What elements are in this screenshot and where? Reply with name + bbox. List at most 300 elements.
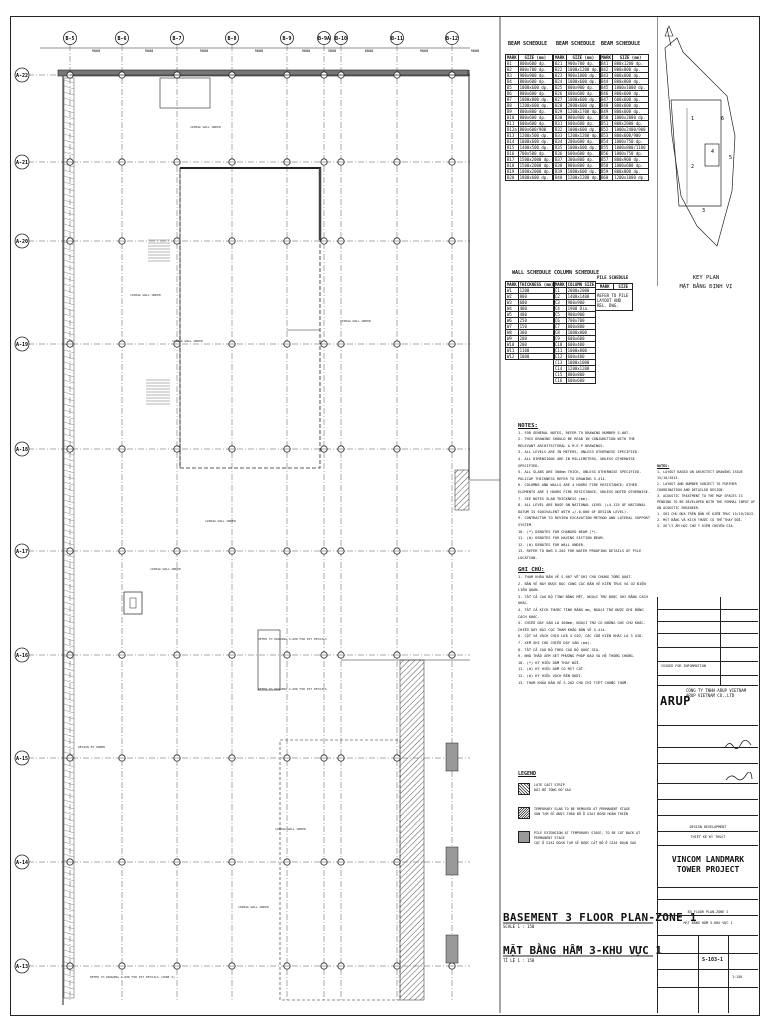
table-row: [554, 61, 601, 67]
ramp-hatch: [64, 638, 74, 641]
beam-cell: B5: [506, 85, 519, 91]
column-cell: C15: [554, 372, 567, 378]
ramp-hatch: [64, 80, 74, 83]
core-wall: [180, 168, 320, 175]
ramp-hatch: [64, 110, 74, 113]
legend-item: [518, 783, 656, 795]
ramp-hatch: [64, 380, 74, 383]
beam-cell: 1200x1200 dp.: [567, 175, 599, 180]
legend-text: LATE CAST STRIP: [534, 783, 565, 787]
ramp-hatch: [64, 530, 74, 533]
signature-mark: [724, 772, 754, 782]
beam-cell: 600x600 dp.: [566, 151, 600, 157]
beam-cell: 1000x750 dp.: [613, 139, 649, 145]
ramp-hatch: [64, 182, 74, 185]
beam-cell: 800x600 dp.: [613, 73, 649, 79]
key-plan-title-vn: MẶT BẰNG ĐỊNH VỊ: [679, 284, 733, 290]
beam-cell: B7: [506, 97, 519, 103]
column-cell: C8: [554, 330, 567, 336]
beam-cell: 800x1200 dp.: [613, 61, 649, 67]
table-row: [554, 115, 601, 121]
note-item: 13. REFER TO DWG S-202 FOR WATER PROOFING DETAILS OF PILE LOCATION.: [518, 549, 642, 560]
wall-cell: 800: [518, 294, 555, 300]
notes-heading: NOTES:: [518, 423, 538, 429]
wall-cell: 400: [518, 312, 555, 318]
table-row: [554, 288, 596, 294]
table-row: [554, 175, 601, 181]
note-item: 5. ALL SLABS ARE 300mm THICK, UNLESS OTHERWISE SPECIFIED. POLICAP THICKNESS REFER TO DRAWING S-414.: [518, 470, 642, 481]
column-cell: 700x700: [566, 318, 596, 324]
beam-cell: 600x600 dp.: [566, 121, 600, 127]
beam-cell: B19: [506, 169, 519, 175]
note-item-vn: 5. CHIỀU DÀY SÀN LÀ 300mm, NGOẠI TRỪ CÓ NHỮNG GHI CHÚ KHÁC. CHIỀU DÀY ĐÀI CỌC THAM KHẢO BẢN VẼ S-414.: [518, 621, 646, 632]
beam-cell: B51: [600, 121, 613, 127]
table-row: [554, 121, 601, 127]
beam-cell: 1000x600 dp.: [566, 145, 600, 151]
right-note-item: 3. XỬ LÝ ÂM HỌC CHỜ Ý KIẾN CHUYÊN GIA.: [657, 524, 735, 528]
grid-label-row: A-22: [15, 72, 29, 79]
ramp-hatch: [64, 248, 74, 251]
beam-cell: B58: [600, 163, 613, 169]
beam-cell: 800x600/900: [518, 127, 552, 133]
wall-cell: 300: [518, 330, 555, 336]
dimension-label: 6000: [364, 49, 374, 53]
legend: [518, 772, 656, 858]
legend-text-vn: DẢI BÊ TÔNG ĐỔ SAU: [534, 788, 571, 792]
ramp-hatch: [64, 626, 74, 629]
ramp-hatch: [64, 542, 74, 545]
note-item: 3. ALL LEVELS ARE IN METERS, UNLESS OTHERWISE SPECIFIED.: [518, 450, 640, 455]
table-row: [506, 121, 553, 127]
wall-cell: 1200: [518, 288, 555, 294]
column-cell: 600x400: [566, 354, 596, 360]
beam-cell: B57: [600, 157, 613, 163]
grid-label-col: B-8: [227, 36, 237, 42]
beam-cell: 800x600/900: [613, 133, 649, 139]
pile-header-size: SIZE: [614, 284, 633, 290]
beam-cell: B24: [554, 79, 567, 85]
ramp-hatch: [64, 290, 74, 293]
column-cell: C5: [554, 312, 567, 318]
grid-label-col: B-11: [390, 36, 404, 42]
table-row: [554, 133, 601, 139]
ramp-hatch: [64, 428, 74, 431]
wall-cell: W8: [506, 330, 519, 336]
beam-cell: B53: [600, 133, 613, 139]
ramp-hatch: [64, 434, 74, 437]
ramp-hatch: [64, 938, 74, 941]
pile-extension: [446, 743, 458, 771]
table-row: [554, 97, 601, 103]
table-row: [554, 151, 601, 157]
title-underline-vn: [503, 954, 653, 958]
beam-cell: B31: [554, 121, 567, 127]
table-row: [554, 85, 601, 91]
table-row: [554, 163, 601, 169]
column-cell: 800x800: [566, 372, 596, 378]
beam-cell: B55: [600, 145, 613, 151]
tb-stage: DESIGN DEVELOPMENT: [689, 825, 727, 829]
table-row: [600, 151, 649, 157]
beam-cell: 1200x1200 dp.: [567, 133, 599, 138]
right-note-item: 1. LAYOUT BASED ON ARCHITECT DRAWING ISSUE 15/10/2013.: [657, 470, 743, 480]
ramp-hatch: [64, 212, 74, 215]
beam-cell: B13: [506, 133, 519, 139]
beam-schedule-title-1: BEAM SCHEDULE: [508, 41, 548, 47]
beam-cell: B44: [600, 79, 613, 85]
table-row: [554, 79, 601, 85]
note-item: 12. (#) DENOTES FOR WALL UNDER.: [518, 542, 586, 547]
beam-header: SIZE (mm): [613, 55, 649, 61]
legend-text-vn: CỌC Ở GIAI ĐOẠN TẠM SẼ ĐƯỢC CẮT BỎ Ở GIAI ĐOẠN SAU: [534, 841, 637, 845]
ramp-hatch: [64, 662, 74, 665]
ramp-hatch: [64, 392, 74, 395]
project-name-line1: VINCOM LANDMARK: [671, 855, 745, 864]
table-row: [506, 145, 553, 151]
column-cell: 1000x800: [566, 330, 596, 336]
right-note-item: 1. GHI CHÚ DỰA TRÊN BẢN VẼ KIẾN TRÚC 15/10/2013.: [657, 512, 755, 516]
beam-schedule-title-2: BEAM SCHEDULE: [556, 41, 596, 47]
ramp-hatch: [64, 776, 74, 779]
ramp-hatch: [64, 920, 74, 923]
beam-cell: B43: [600, 73, 613, 79]
ramp-hatch: [64, 764, 74, 767]
beam-header: SIZE (mm): [566, 55, 600, 61]
pile-extension: [446, 847, 458, 875]
beam-cell: B47: [600, 97, 613, 103]
table-row: [506, 127, 553, 133]
tb-sheet-title-vn: MẶT BẰNG HẦM 3-KHU VỰC 1: [683, 921, 733, 925]
note-item-vn: 3. TẤT CẢ CAO ĐỘ TÍNH BẰNG MÉT, NGOẠI TRỪ ĐƯỢC GHI BẰNG CÁCH KHÁC.: [518, 594, 648, 606]
note-item: 2. THIS DRAWING SHOULD BE READ IN CONJUNCTION WITH THE RELEVANT ARCHITECTURAL & M.E.P DRAWINGS.: [518, 437, 635, 448]
wall-cell: 600: [518, 300, 555, 306]
table-row: [554, 127, 601, 133]
key-plan-label-6: 6: [721, 116, 725, 122]
table-row: [506, 133, 553, 139]
ramp-hatch: [64, 152, 74, 155]
table-row: [600, 115, 649, 121]
late-cast-strip: [455, 470, 469, 510]
beam-cell: 1000x600 dp.: [566, 79, 600, 85]
column-cell: C11: [554, 348, 567, 354]
ramp-hatch: [64, 170, 74, 173]
ramp-hatch: [64, 710, 74, 713]
beam-cell: B56: [600, 151, 613, 157]
wall-cell: 150: [518, 324, 555, 330]
ramp-hatch: [64, 218, 74, 221]
beam-cell: B16: [506, 151, 519, 157]
note-item: 9. CONTRACTOR TO REVIEW EXCAVATION METHOD AND LATERAL SUPPORT SYSTEM.: [518, 516, 650, 527]
annotation: REFER TO DRAWING S-600 FOR PIT DETAILS (ZONE 2): [90, 975, 175, 979]
ramp-hatch: [64, 194, 74, 197]
wall-cell: 1000: [518, 354, 555, 360]
ramp-hatch: [64, 146, 74, 149]
grid-label-col: B-7: [172, 36, 182, 42]
project-name-line2: TOWER PROJECT: [676, 865, 740, 874]
beam-cell: 600x600 dp.: [566, 91, 600, 97]
beam-cell: B41: [600, 61, 613, 67]
title-block: [657, 597, 758, 1013]
right-notes-heading: NOTES:: [657, 464, 670, 468]
beam-cell: B9: [506, 109, 519, 115]
drawing-scale-vn: TỈ LỆ 1 : 150: [503, 958, 535, 963]
beam-cell: B37: [554, 157, 567, 163]
pile-header-mark: MARK: [596, 284, 614, 290]
beam-cell: 1000x600 dp.: [566, 127, 600, 133]
note-item: 8. ALL LEVEL ARE BASE ON NATIONAL LEVEL (+4.125 OF NATIONAL DATUM IS EQUIVALENT WITH +/-0.000 OF DESIGN LEVEL).: [518, 503, 646, 514]
notes-heading-vn: GHI CHÚ:: [518, 567, 545, 574]
beam-cell: B27: [554, 97, 567, 103]
ramp-hatch: [64, 410, 74, 413]
ramp-hatch: [64, 722, 74, 725]
pile-schedule-title: PILE SCHEDULE: [597, 275, 629, 280]
wall-header: MARK: [507, 282, 517, 287]
column-cell: 1000x800: [566, 348, 596, 354]
ramp-hatch: [64, 386, 74, 389]
beam-cell: 800x600 dp.: [613, 91, 649, 97]
column-cell: C14: [554, 366, 567, 372]
ramp-hatch: [64, 818, 74, 821]
ramp-hatch: [64, 842, 74, 845]
ramp-hatch: [64, 932, 74, 935]
table-row: [506, 354, 555, 360]
column-cell: C6: [554, 318, 567, 324]
beam-cell: 1200x600 dp.: [518, 103, 552, 109]
column-schedule-title: COLUMN SCHEDULE: [554, 270, 600, 276]
ramp-hatch: [64, 188, 74, 191]
column-header: MARK: [555, 282, 565, 287]
key-plan-title-en: KEY PLAN: [692, 275, 720, 281]
table-row: [600, 139, 649, 145]
ramp-hatch: [64, 326, 74, 329]
beam-cell: 2000x600 dp.: [566, 103, 600, 109]
ramp-hatch: [64, 488, 74, 491]
wall-header: THICKNESS (mm): [519, 282, 554, 287]
note-item-vn: 4. TẤT CẢ KÍCH THƯỚC TÍNH BẰNG mm, NGOẠI TRỪ ĐƯỢC GHI BẰNG CÁCH KHÁC.: [518, 608, 644, 619]
general-notes: [518, 423, 653, 686]
beam-cell: 800x800 dp.: [613, 169, 649, 175]
ramp-hatch: [64, 266, 74, 269]
key-plan-label-1: 1: [691, 116, 695, 122]
beam-cell: 900x900 dp.: [518, 73, 552, 79]
pile-schedule-table: [595, 283, 633, 311]
ramp-hatch: [64, 362, 74, 365]
grid-label-col: B-12: [445, 36, 459, 42]
beam-cell: B59: [600, 169, 613, 175]
ramp-hatch: [64, 116, 74, 119]
ramp-hatch: [64, 230, 74, 233]
project-name: [660, 855, 756, 875]
ramp-hatch: [64, 104, 74, 107]
table-row: [554, 109, 601, 115]
column-cell: 1200x1200: [566, 366, 596, 372]
note-item: 4. ALL DIMENSIONS ARE IN MILLIMETERS, UNLESS OTHERWISE SPECIFIED.: [518, 456, 635, 468]
grid-label-row: A-19: [15, 341, 29, 348]
ramp-hatch: [64, 464, 74, 467]
ramp-hatch: [64, 500, 74, 503]
core-opening: [180, 168, 320, 468]
beam-cell: 1200x1700 dp.: [567, 109, 599, 114]
ramp-hatch: [64, 734, 74, 737]
beam-cell: 1000x1000 dp.: [613, 85, 649, 91]
key-plan-title: [676, 274, 736, 292]
grid-label-col: B-6: [117, 36, 127, 42]
ramp-hatch: [64, 98, 74, 101]
ramp-hatch: [64, 320, 74, 323]
dimension-label: 3000: [327, 49, 337, 53]
beam-cell: 200x600 dp.: [566, 139, 600, 145]
dimension-label: 9000: [199, 49, 209, 53]
beam-cell: B3: [506, 73, 519, 79]
beam-cell: B42: [600, 67, 613, 73]
beam-cell: 1000x750 dp.: [613, 151, 649, 157]
beam-cell: B33: [554, 133, 567, 139]
column-cell: C9: [554, 336, 567, 342]
wall-schedule-title: WALL SCHEDULE: [512, 270, 552, 276]
grid-label-row: A-15: [15, 755, 29, 762]
column-header: COLUMN SIZE: [567, 282, 595, 287]
legend-text: TEMPORARY SLAB TO BE REMOVED AT PERMANENT STAGE: [534, 807, 630, 811]
beam-header: MARK: [555, 55, 565, 60]
beam-cell: 1200x500 dp.: [518, 133, 552, 139]
ramp-hatch: [64, 260, 74, 263]
key-plan: [657, 16, 757, 286]
beam-header: MARK: [601, 55, 611, 60]
tb-drawing-no: S-103-1: [702, 957, 724, 963]
beam-cell: B38: [554, 163, 567, 169]
beam-cell: B48: [600, 103, 613, 109]
legend-title: LEGEND: [518, 771, 537, 777]
drawing-title-en: BASEMENT 3 FLOOR PLAN-ZONE 1: [503, 911, 697, 924]
grid-label-col: B-9: [282, 36, 292, 42]
ramp-hatch: [64, 470, 74, 473]
arup-company-vn: CÔNG TY TNHH ARUP VIETNAM: [686, 688, 747, 693]
beam-cell: 800x600 dp.: [518, 115, 552, 121]
right-notes: [657, 463, 755, 529]
column-cell: 800x800: [566, 324, 596, 330]
ramp-hatch: [64, 926, 74, 929]
grid-label-row: A-20: [15, 238, 29, 245]
arup-company-en: ARUP VIETNAM CO.,LTD: [686, 693, 735, 698]
legend-text-vn: SÀN TẠM SẼ ĐƯỢC THÁO BỎ Ở GIAI ĐOẠN HOÀN THIỆN: [534, 812, 628, 816]
note-item-vn: 10. (*) KÝ HIỆU DẦM THAY ĐỔI.: [518, 660, 581, 665]
drawing-title-vn: MẶT BẰNG HẦM 3-KHU VỰC 1: [503, 944, 662, 957]
note-item-vn: 6. CỘT VÀ VÁCH CHỊU LỬA 4 GIỜ, CÁC CẤU KIỆN KHÁC LÀ 3 GIỜ.: [518, 634, 644, 639]
ramp-hatch: [64, 560, 74, 563]
beam-schedule-table-2: [553, 54, 601, 181]
tb-sheet-title: B3 FLOOR PLAN-ZONE 1: [687, 910, 729, 914]
table-row: [554, 157, 601, 163]
pit-inner: [130, 598, 136, 608]
note-item-vn: 8. TẤT CẢ CAO ĐỘ THEO CAO ĐỘ QUỐC GIA.: [518, 647, 601, 652]
beam-cell: B11: [506, 121, 519, 127]
wall-label: 1200mm WALL UNDER: [150, 567, 181, 571]
ramp-hatch: [64, 224, 74, 227]
beam-cell: 800x600 dp.: [518, 91, 552, 97]
wall-cell: W11: [506, 348, 519, 354]
beam-header: MARK: [507, 55, 517, 60]
table-row: [554, 73, 601, 79]
wall-cell: 400: [518, 306, 555, 312]
beam-cell: B25: [554, 85, 567, 91]
column-cell: 900x900: [566, 300, 596, 306]
ramp-hatch: [64, 770, 74, 773]
ramp-hatch: [64, 896, 74, 899]
table-row: [506, 139, 553, 145]
beam-cell: 1200x1000 dp.: [613, 175, 649, 181]
note-item: 1. FOR GENERAL NOTES, REFER TO DRAWING NUMBER S-007.: [518, 430, 631, 435]
legend-text: PILE EXTENSION AT TEMPORARY STAGE, TO BE CUT BACK AT PERMANENT STAGE: [534, 831, 641, 840]
ramp-hatch: [64, 614, 74, 617]
beam-cell: B40: [554, 175, 567, 181]
key-plan-label-4: 4: [711, 149, 715, 155]
beam-cell: B36: [554, 151, 567, 157]
note-item-vn: 9. NHÀ THẦU XEM XÉT PHƯƠNG PHÁP ĐÀO VÀ HỆ THỐNG CHỐNG.: [518, 654, 635, 659]
table-row: [600, 145, 649, 151]
temporary-slab-swatch: [518, 807, 530, 819]
ramp-hatch: [64, 680, 74, 683]
beam-cell: B34: [554, 139, 567, 145]
grid-label-row: A-16: [15, 652, 29, 659]
beam-cell: B52: [600, 127, 613, 133]
ramp-hatch: [64, 716, 74, 719]
arup-logo: ARUP: [660, 694, 691, 708]
ramp-hatch: [64, 92, 74, 95]
beam-cell: B22: [554, 67, 567, 73]
ramp-hatch: [64, 698, 74, 701]
ramp-hatch: [64, 458, 74, 461]
wall-cell: 1100: [518, 348, 555, 354]
pile-extension-swatch: [518, 831, 530, 843]
beam-cell: 800x800 dp.: [613, 67, 649, 73]
ramp-hatch: [64, 668, 74, 671]
beam-cell: 800x900 dp.: [566, 85, 600, 91]
wall-cell: W1: [506, 288, 519, 294]
beam-cell: 1500x2000 dp.: [519, 163, 551, 168]
table-row: [600, 127, 649, 133]
ramp-hatch: [64, 296, 74, 299]
beam-cell: B12a: [507, 127, 517, 132]
beam-cell: 900x1800 dp.: [566, 73, 600, 79]
ramp-hatch: [64, 800, 74, 803]
beam-cell: 1000x600 dp.: [518, 139, 552, 145]
key-plan-label-2: 2: [691, 164, 695, 170]
annotation: DESIGN BY OWNER: [78, 745, 106, 749]
beam-cell: B32: [554, 127, 567, 133]
table-row: [554, 103, 601, 109]
beam-cell: B46: [600, 91, 613, 97]
note-item-vn: 1. THAM KHẢO BẢN VẼ S-007 VỀ GHI CHÚ CHUNG TỔNG QUÁT.: [518, 575, 633, 580]
column-cell: C4: [554, 306, 567, 312]
key-plan-label-5: 5: [729, 155, 733, 161]
column-cell: 600x600: [566, 336, 596, 342]
column-cell: C7: [554, 324, 567, 330]
wall-cell: 250: [518, 318, 555, 324]
ramp-hatch: [64, 830, 74, 833]
beam-cell: 1000x600 dp.: [566, 97, 600, 103]
ramp-hatch: [64, 632, 74, 635]
ramp-hatch: [64, 200, 74, 203]
note-item: 7. SEE NOTES SLAB THICKNESS (mm).: [518, 496, 590, 501]
ramp-hatch: [64, 308, 74, 311]
pile-extension: [446, 935, 458, 963]
right-note-item: 2. MẶT BẰNG VÀ KÍCH THƯỚC CÓ THỂ THAY ĐỔI.: [657, 518, 743, 522]
table-row: [506, 163, 553, 169]
beam-cell: B50: [600, 115, 613, 121]
ramp-hatch: [64, 572, 74, 575]
ramp-hatch: [64, 404, 74, 407]
grid-label-row: A-17: [15, 548, 29, 555]
